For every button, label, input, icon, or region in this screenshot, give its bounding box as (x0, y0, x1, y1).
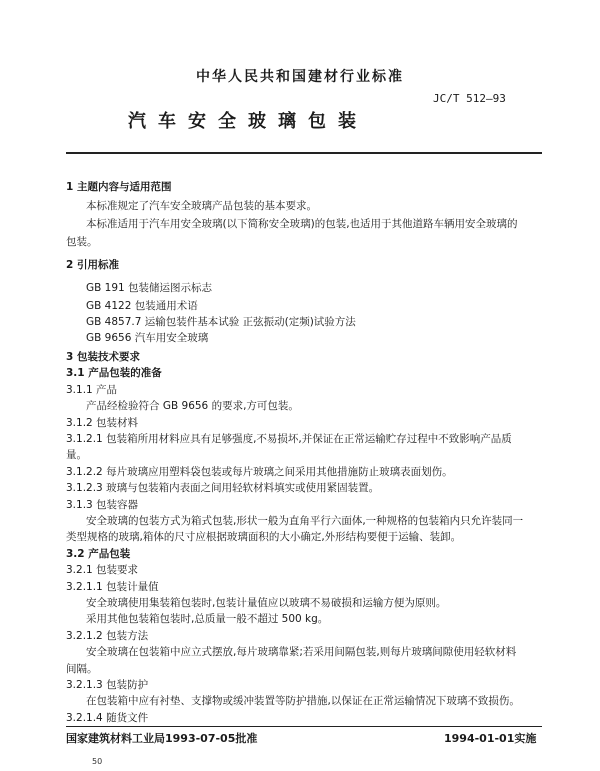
subsection-heading: 3.1 产品包装的准备 (66, 367, 162, 380)
implementation-date: 1994-01-01实施 (444, 732, 537, 745)
section-2-heading: 2 引用标准 (66, 259, 119, 271)
reference-item: GB 4122 包装通用术语 (86, 300, 198, 312)
paragraph: 本标准适用于汽车用安全玻璃(以下简称安全玻璃)的包装,也适用于其他道路车辆用安全玻璃的 (86, 218, 518, 230)
clause-heading: 3.2.1 包装要求 (66, 564, 139, 577)
clause: 量。 (66, 449, 87, 462)
clause-heading: 3.1.2 包装材料 (66, 416, 139, 429)
clause-heading: 3.2.1.1 包装计量值 (66, 580, 159, 593)
standard-code: JC/T 512—93 (433, 92, 506, 105)
clause-heading: 3.2.1.2 包装方法 (66, 629, 149, 642)
paragraph: 间隔。 (66, 662, 98, 675)
paragraph: 采用其他包装箱包装时,总质量一般不超过 500 kg。 (86, 613, 329, 626)
paragraph: 安全玻璃的包装方式为箱式包装,形状一般为直角平行六面体,一种规格的包装箱内只允许装同一 (86, 515, 524, 527)
paragraph: 安全玻璃在包装箱中应立式摆放,每片玻璃靠紧;若采用间隔包装,则每片玻璃间隙使用轻软材料 (86, 646, 517, 659)
reference-item: GB 191 包装储运图示标志 (86, 282, 213, 294)
clause: 3.1.2.3 玻璃与包装箱内表面之间用轻软材料填实或使用紧固装置。 (66, 482, 380, 495)
clause-heading: 3.1.3 包装容器 (66, 498, 139, 511)
footer-rule (66, 726, 542, 727)
paragraph: 包装。 (66, 236, 98, 248)
paragraph: 产品经检验符合 GB 9656 的要求,方可包装。 (86, 400, 299, 413)
section-1-heading: 1 主题内容与适用范围 (66, 181, 172, 193)
document-title: 汽车安全玻璃包装 (128, 111, 368, 132)
reference-item: GB 9656 汽车用安全玻璃 (86, 332, 209, 344)
paragraph: 安全玻璃使用集装箱包装时,包装计量值应以玻璃不易破损和运输方便为原则。 (86, 597, 447, 609)
issuing-body: 中华人民共和国建材行业标准 (196, 69, 404, 85)
paragraph: 本标准规定了汽车安全玻璃产品包装的基本要求。 (86, 200, 317, 212)
clause: 3.1.2.1 包装箱所用材料应具有足够强度,不易损坏,并保证在正常运输贮存过程中不致影响产品质 (66, 433, 512, 445)
approval-note: 国家建筑材料工业局1993-07-05批准 (66, 732, 258, 745)
reference-item: GB 4857.7 运输包装件基本试验 正弦振动(定频)试验方法 (86, 316, 356, 328)
paragraph: 在包装箱中应有衬垫、支撑物或缓冲装置等防护措施,以保证在正常运输情况下玻璃不致损伤。 (86, 695, 520, 708)
section-3-heading: 3 包装技术要求 (66, 351, 140, 363)
paragraph: 类型规格的玻璃,箱体的尺寸应根据玻璃面积的大小确定,外形结构要便于运输、装卸。 (66, 531, 462, 544)
header-rule (66, 152, 542, 154)
clause-heading: 3.2.1.3 包装防护 (66, 679, 149, 691)
clause: 3.1.2.2 每片玻璃应用塑料袋包装或每片玻璃之间采用其他措施防止玻璃表面划伤。 (66, 465, 453, 478)
clause-heading: 3.1.1 产品 (66, 383, 118, 396)
subsection-heading: 3.2 产品包装 (66, 547, 131, 560)
page-number: 50 (92, 757, 103, 766)
clause-heading: 3.2.1.4 随货文件 (66, 711, 149, 724)
